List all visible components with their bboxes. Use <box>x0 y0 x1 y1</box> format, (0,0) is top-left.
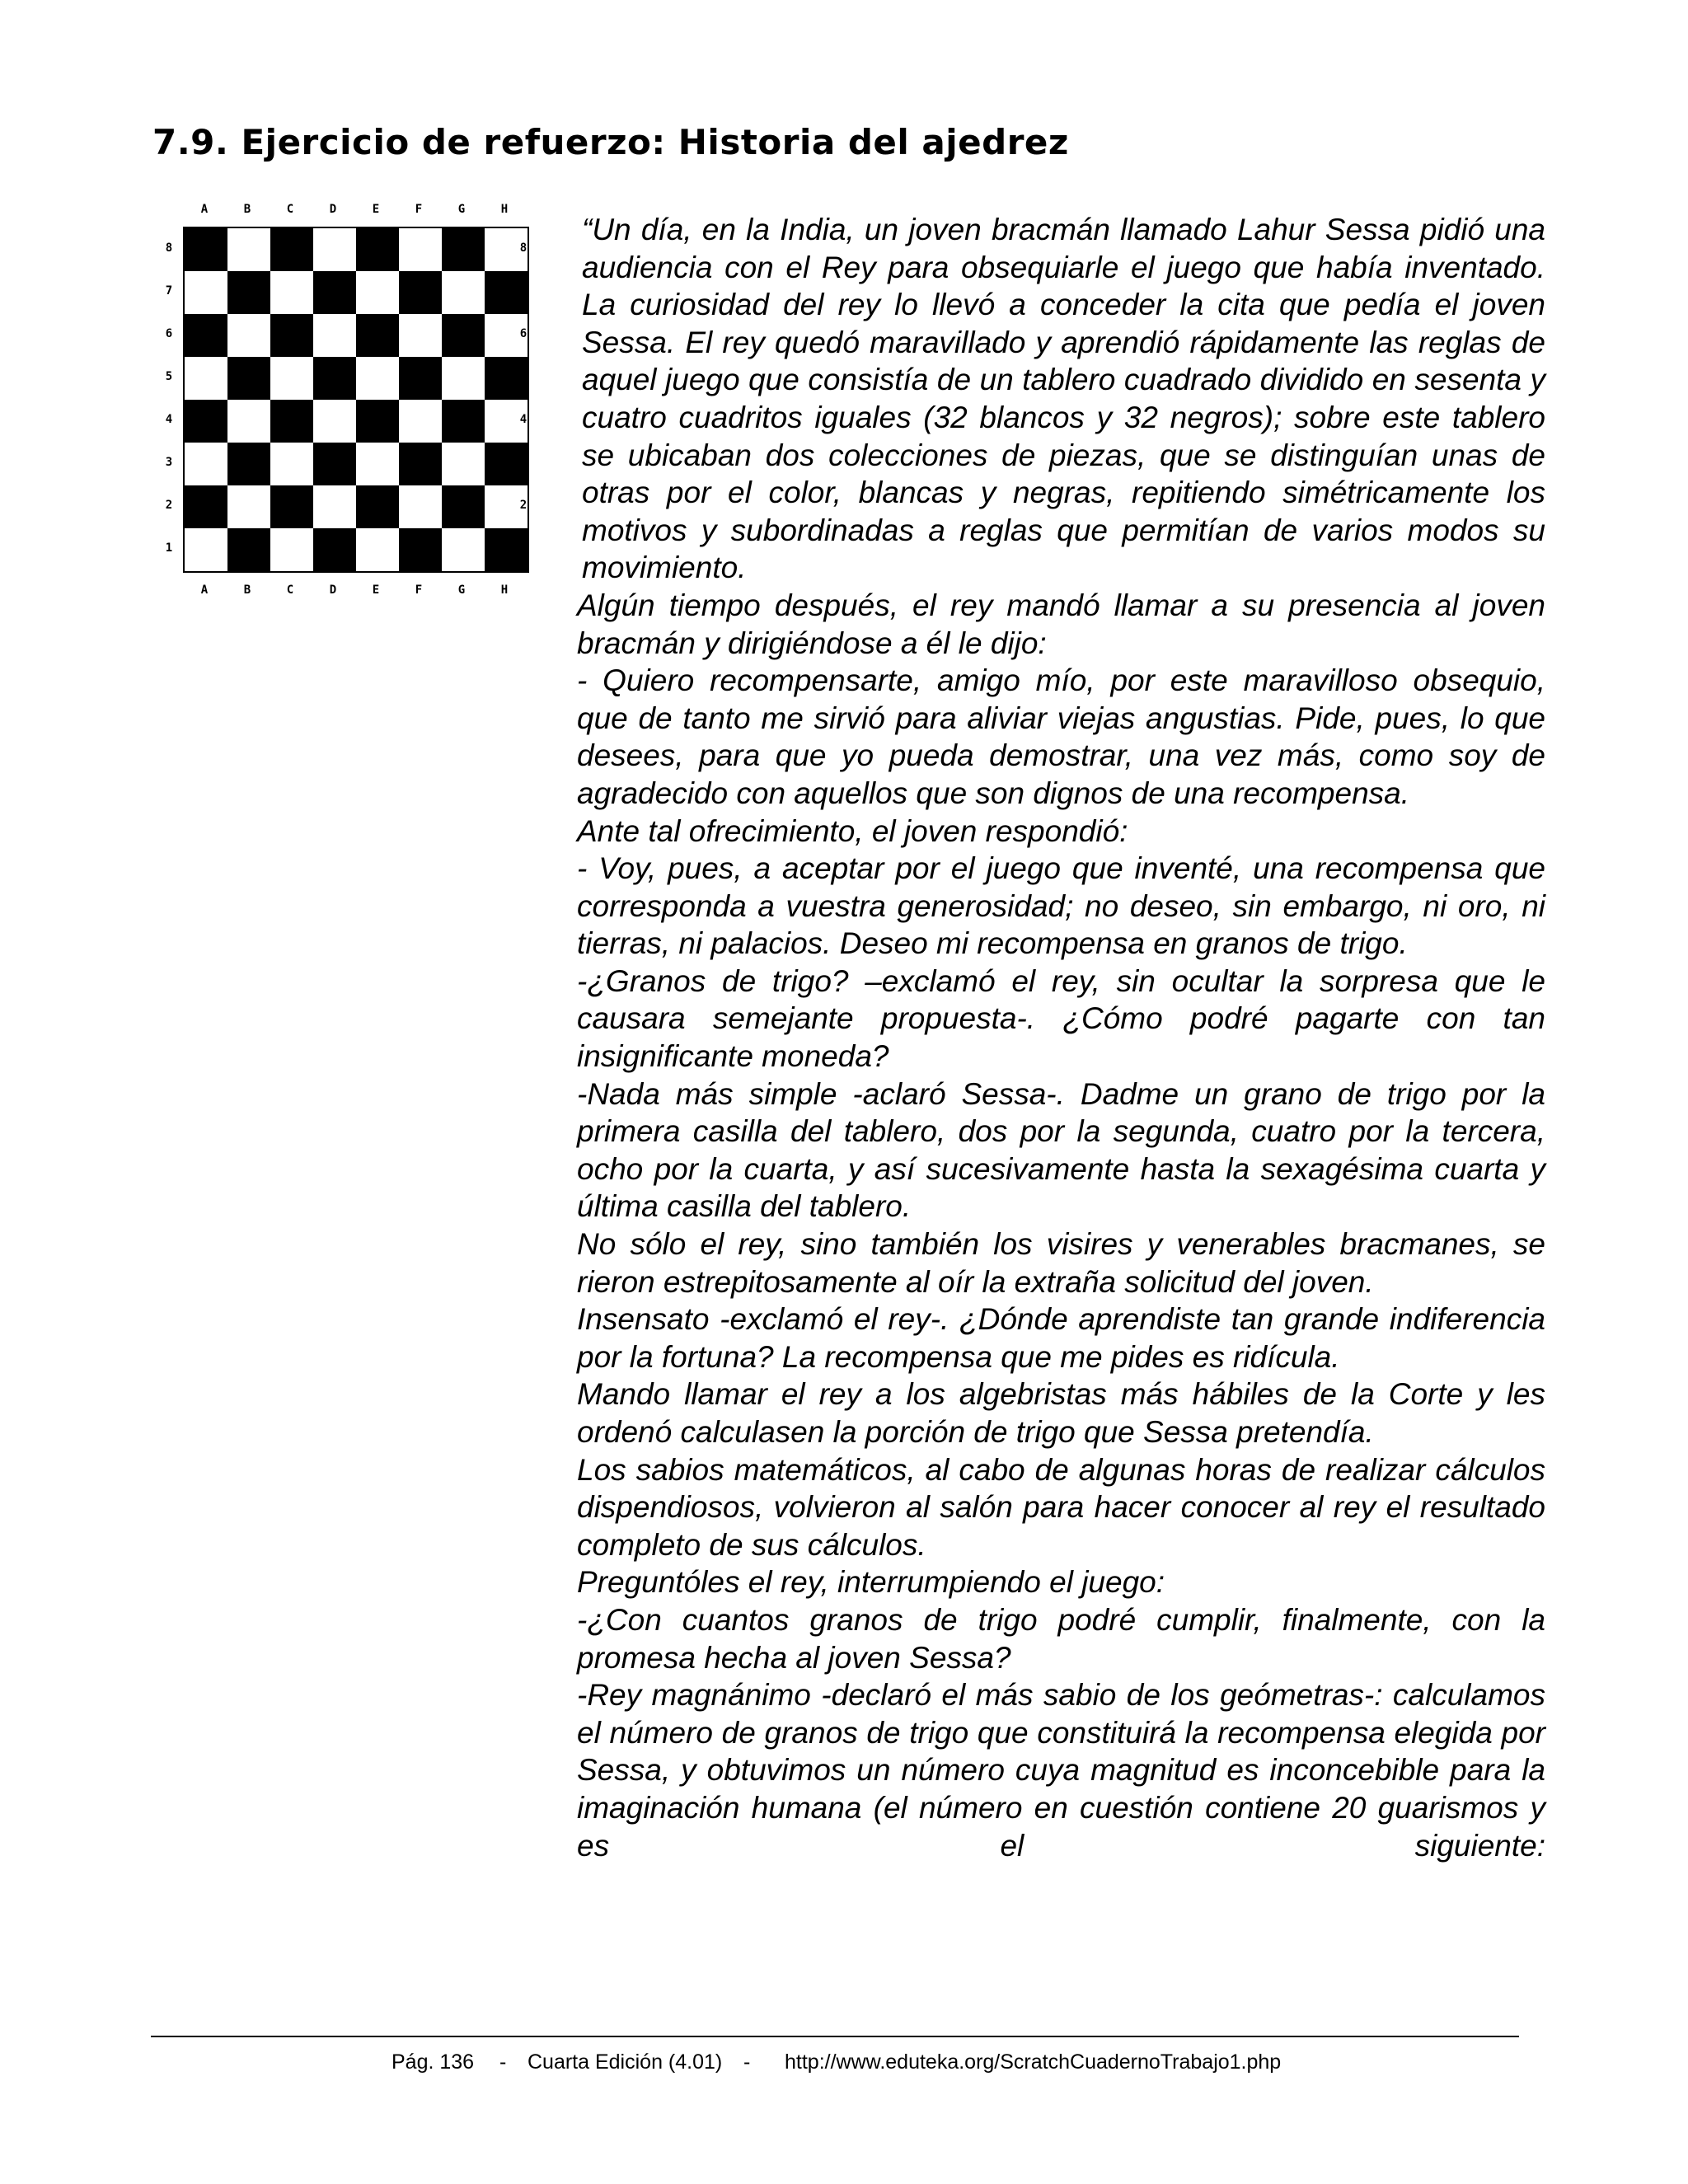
rank-label: 5 <box>519 370 528 383</box>
rank-label: 6 <box>165 327 173 340</box>
file-label: C <box>286 203 294 216</box>
story-paragraph: Insensato -exclamó el rey-. ¿Dónde aprendiste tan grande indiferencia por la fortuna? La recompensa que me pides es ridícula. <box>577 1302 1545 1374</box>
story-paragraph: Los sabios matemáticos, al cabo de algunas horas de realizar cálculos dispendiosos, volvieron al salón para hacer conocer al rey el resultado completo de sus cálculos. <box>577 1452 1545 1562</box>
page-footer <box>0 2050 1688 2083</box>
story-paragraph: - Quiero recompensarte, amigo mío, por este maravilloso obsequio, que de tanto me sirvió para aliviar viejas angustias. Pide, pues, lo que desees, para que yo pueda demostrar, una vez más, como soy de agradecido con aquellos que son dignos de una recompensa. <box>577 663 1545 810</box>
chessboard-files-bottom <box>157 579 536 603</box>
file-label: A <box>200 203 209 216</box>
rank-label: 7 <box>165 284 173 298</box>
rank-label: 2 <box>519 499 528 512</box>
rank-label: 3 <box>519 456 528 469</box>
chessboard-grid <box>183 227 529 573</box>
rank-label: 5 <box>165 370 173 383</box>
file-label: B <box>243 203 251 216</box>
file-label: D <box>329 203 337 216</box>
file-label: G <box>457 203 466 216</box>
file-label: A <box>200 583 209 597</box>
rank-label: 1 <box>519 541 528 555</box>
story-paragraph: -¿Granos de trigo? –exclamó el rey, sin ocultar la sorpresa que le causara semejante propuesta-. ¿Cómo podré pagarte con tan insignificante moneda? <box>577 963 1545 1074</box>
rank-label: 2 <box>165 499 173 512</box>
story-paragraph: -Rey magnánimo -declaró el más sabio de los geómetras-: calculamos el número de granos de trigo que constituirá la recompensa elegida por Sessa, y obtuvimos un número cuya magnitud es inconcebible para la imaginación humana (el número en cuestión contiene 20 guarismos y es el siguiente: <box>577 1678 1545 1863</box>
story-paragraph: - Voy, pues, a aceptar por el juego que inventé, una recompensa que corresponda a vuestra generosidad; no deseo, sin embargo, ni oro, ni tierras, ni palacios. Deseo mi recompensa en granos de trigo. <box>577 851 1545 961</box>
rank-label: 8 <box>519 241 528 255</box>
file-label: D <box>329 583 337 597</box>
story-paragraph: -¿Con cuantos granos de trigo podré cumplir, finalmente, con la promesa hecha al joven Sessa? <box>577 1602 1545 1675</box>
section-heading: 7.9. Ejercicio de refuerzo: Historia del ajedrez <box>152 122 1069 162</box>
rank-label: 8 <box>165 241 173 255</box>
story-paragraph: Mando llamar el rey a los algebristas más hábiles de la Corte y les ordenó calculasen la porción de trigo que Sessa pretendía. <box>577 1377 1545 1449</box>
file-label: F <box>415 583 423 597</box>
footer-separator: - <box>499 2050 507 2074</box>
file-label: G <box>457 583 466 597</box>
file-label: E <box>372 583 380 597</box>
rank-label: 3 <box>165 456 173 469</box>
chessboard-ranks-right <box>511 227 536 569</box>
story-paragraph: Algún tiempo después, el rey mandó llamar a su presencia al joven bracmán y dirigiéndose a él le dijo: <box>577 588 1545 660</box>
chessboard-files-top <box>157 198 536 223</box>
footer-edition: Cuarta Edición (4.01) <box>528 2050 723 2074</box>
footer-divider <box>151 2036 1519 2037</box>
rank-label: 1 <box>165 541 173 555</box>
file-label: B <box>243 583 251 597</box>
chessboard-ranks-left <box>157 227 181 569</box>
rank-label: 4 <box>519 413 528 426</box>
rank-label: 7 <box>519 284 528 298</box>
file-label: H <box>500 203 509 216</box>
rank-label: 6 <box>519 327 528 340</box>
story-paragraph: Ante tal ofrecimiento, el joven respondió: <box>577 813 1128 848</box>
file-label: C <box>286 583 294 597</box>
chessboard-figure <box>157 198 536 602</box>
footer-separator: - <box>743 2050 751 2074</box>
rank-label: 4 <box>165 413 173 426</box>
file-label: F <box>415 203 423 216</box>
file-label: H <box>500 583 509 597</box>
story-paragraph: No sólo el rey, sino también los visires y venerables bracmanes, se rieron estrepitosamente al oír la extraña solicitud del joven. <box>577 1227 1545 1299</box>
story-paragraph: “Un día, en la India, un joven bracmán llamado Lahur Sessa pidió una audiencia con el Rey para obsequiarle el juego que había inventado. La curiosidad del rey lo llevó a conceder la cita que pedía el joven Sessa. El rey quedó maravillado y aprendió rápidamente las reglas de aquel juego que consistía de un tablero cuadrado dividido en sesenta y cuatro cuadritos iguales (32 blancos y 32 negros); sobre este tablero se ubicaban dos colecciones de piezas, que se distinguían unas de otras por el color, blancas y negras, repitiendo simétricamente los motivos y subordinadas a reglas que permitían de varios modos su movimiento. <box>582 213 1545 585</box>
footer-page-number: Pág. 136 <box>392 2050 475 2074</box>
story-paragraph: -Nada más simple -aclaró Sessa-. Dadme un grano de trigo por la primera casilla del tablero, dos por la segunda, cuatro por la tercera, ocho por la cuarta, y así sucesivamente hasta la sexagésima cuarta y última casilla del tablero. <box>577 1076 1545 1224</box>
file-label: E <box>372 203 380 216</box>
footer-url: http://www.eduteka.org/ScratchCuadernoTrabajo1.php <box>785 2050 1282 2074</box>
story-paragraph: Preguntóles el rey, interrumpiendo el juego: <box>577 1565 1165 1600</box>
story-text <box>577 211 1545 1864</box>
